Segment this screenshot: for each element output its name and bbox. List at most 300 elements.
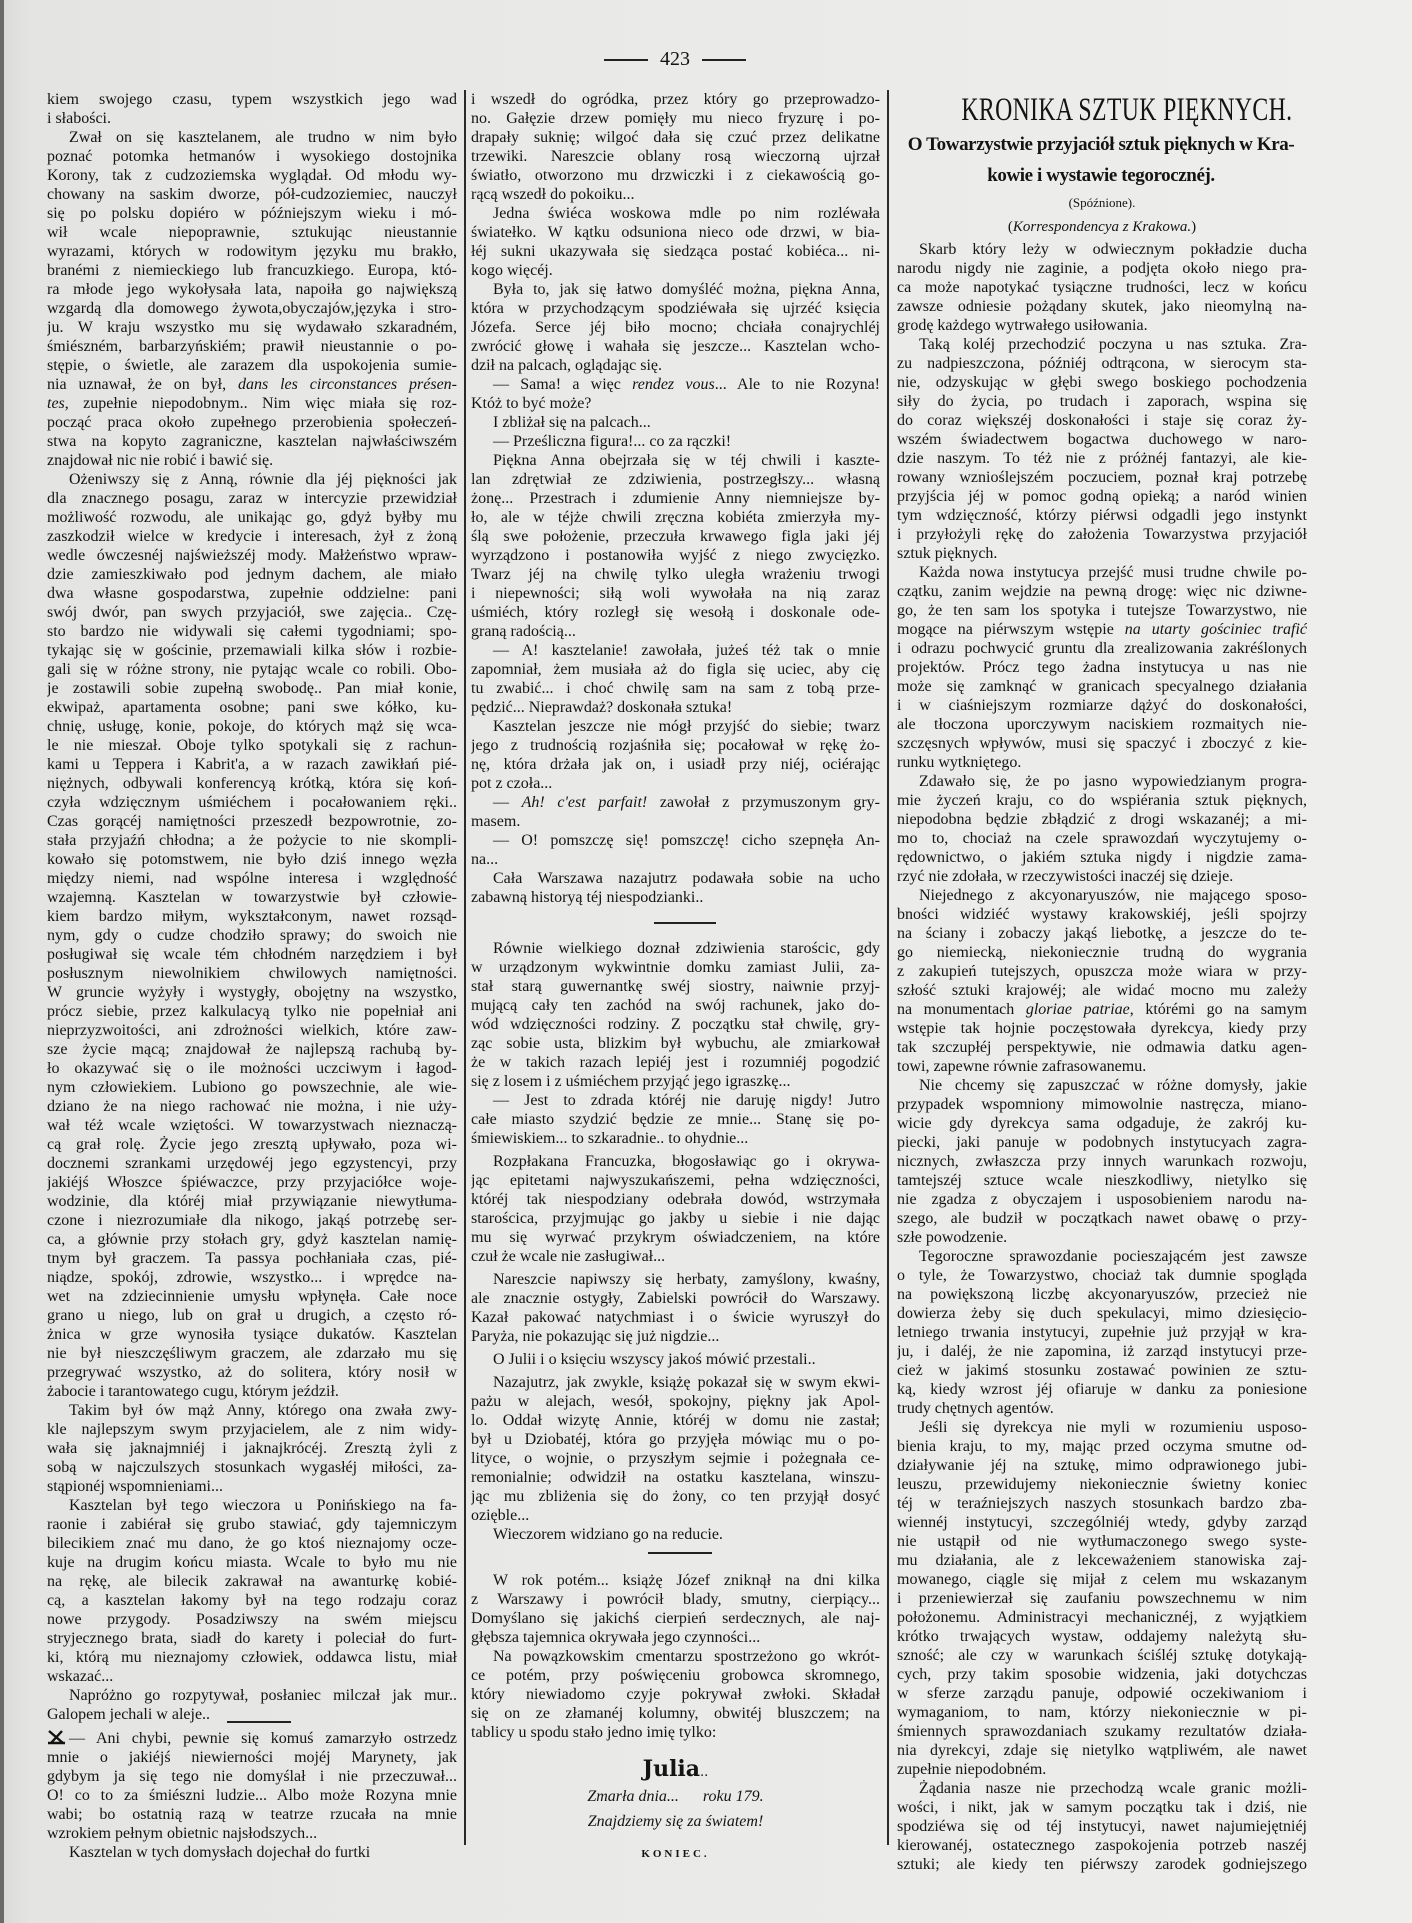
text-line: [47, 1553, 457, 1572]
paragraph: [47, 1686, 457, 1724]
text-span: ło okazywać się o ile możności uczciwym i łagod-: [47, 1060, 457, 1077]
article-note: (Spóźnione).: [1068, 195, 1136, 210]
text-span: śmiennych sprawozdaniach szukamy rezultatów działa-: [897, 1723, 1307, 1740]
text-span: na rękę, ale bilecik zakrawał na awanturkę kobié-: [47, 1573, 457, 1590]
text-span: wyrazami, których w rodowitym języku mu brakło,: [47, 243, 457, 260]
text-line: [471, 1209, 880, 1228]
paragraph: [47, 1401, 457, 1496]
text-line: [47, 736, 457, 755]
text-line: [897, 696, 1307, 715]
text-line: [897, 1836, 1307, 1855]
text-line: [897, 1437, 1307, 1456]
text-line: [471, 508, 880, 527]
text-line: [897, 1855, 1307, 1874]
paragraph: [471, 375, 880, 413]
text-line: [471, 1072, 880, 1091]
text-line: [47, 166, 457, 185]
text-span: cą grał rolę. Życie jego zresztą upływało, poza wi-: [47, 1136, 457, 1153]
text-span: trzewiki. Nareszcie oblany rosą wieczorną ujrzał: [471, 148, 880, 165]
text-line: [47, 1401, 457, 1420]
text-span: Kasztelan jeszcze nie mógł przyjść do siebie; twarz: [493, 718, 880, 735]
text-line: [471, 375, 880, 394]
story-section: [47, 90, 457, 1724]
text-line: [47, 717, 457, 736]
text-line: [47, 1382, 457, 1401]
text-line: [47, 1648, 457, 1667]
text-span: kiem bardzo miłym, wykształconym, nawet rozsąd-: [47, 908, 457, 925]
text-line: [47, 1610, 457, 1629]
text-span: nie ustąpił od nie wytłumaczonego swego syste-: [897, 1533, 1307, 1550]
text-line: [47, 1325, 457, 1344]
text-span: czyła wdzięcznym uśmiéchem i pocałowaniem ręki..: [47, 794, 457, 811]
text-span: ce potém, przy poświęceniu grobowca skromnego,: [471, 1667, 880, 1684]
column-divider: [887, 90, 889, 1845]
text-span: śmiészném, barbarzyńskiém; prawił nieustannie o po-: [47, 338, 457, 355]
text-line: [47, 1572, 457, 1591]
text-line: [897, 1228, 1307, 1247]
text-line: [471, 1411, 880, 1430]
text-span: nym, gdy o cudze chodziło sprawy; do swoich nie: [47, 927, 457, 944]
text-line: [897, 240, 1307, 259]
text-line: [897, 1019, 1307, 1038]
text-span: cych, przy takim sposobie widzenia, jaki dotychczas: [897, 1666, 1307, 1683]
story-section: [47, 1729, 457, 1862]
text-line: [897, 1494, 1307, 1513]
text-span: Cała Warszawa nazajutrz podawała sobie na ucho: [493, 870, 880, 887]
text-span: Była to, jak się łatwo domyśléć można, piękna Anna,: [493, 281, 880, 298]
text-span: ale tłoczona uporczywym naciskiem rozmaitych nie-: [897, 716, 1307, 733]
text-line: [471, 793, 880, 812]
text-line: [471, 337, 880, 356]
text-span: wzajemną. Kasztelan w towarzystwie był człowie-: [47, 889, 457, 906]
text-span: nia dyrekcyi, zdaje się nietylko wątpliwém, ale nawet: [897, 1742, 1307, 1759]
paragraph: [897, 563, 1307, 772]
paragraph: [471, 90, 880, 204]
text-span: zabawną historyą téj niespodzianki..: [471, 889, 704, 906]
column-1: [47, 0, 457, 1923]
text-span: Takim był ów mąż Anny, którego ona zwała zwy-: [69, 1402, 457, 1419]
paren: (: [1007, 219, 1013, 235]
text-span: Nie chcemy się zapuszczać w różne domysły, jakie: [919, 1077, 1307, 1094]
text-span: czątku, zanim wejdzie na pewną drogę: więc nic dziwne-: [897, 583, 1307, 600]
text-line: [471, 451, 880, 470]
text-line: [471, 1449, 880, 1468]
text-span: rowany wznioślejszém poczuciem, poznał kraj potrzebę: [897, 469, 1307, 486]
text-span: lityce, o wojnie, o przyszłym sejmie i pożegnała ce-: [471, 1450, 880, 1467]
text-span: kowało się potomstwem, nie było dziś innego węzła: [47, 851, 457, 868]
text-span: przegrywać wszystko, aż do solitera, który nosił w: [47, 1364, 457, 1381]
text-line: [897, 715, 1307, 734]
text-span: ząc sobie usta, blizkim był wybuchu, ale zmiarkował: [471, 1035, 880, 1052]
text-span: sobą w najczulszych stosunkach wygasłéj miłości, za-: [47, 1459, 457, 1476]
text-line: [471, 242, 880, 261]
text-line: [47, 527, 457, 546]
text-line: [897, 1247, 1307, 1266]
text-span: szność; ale czy w warunkach ściśléj sztukę dotykają-: [897, 1647, 1307, 1664]
text-span: przyjścia jéj w pomoc godną opieką; a naród winien: [897, 488, 1307, 505]
text-span: możliwość rozwodu, ale unikając go, gdyż byłby mu: [47, 509, 457, 526]
text-span: kuje na drugim końcu miasta. Wcale to było mu nie: [47, 1554, 457, 1571]
text-line: [47, 242, 457, 261]
text-span: siły do życia, po trudach i zaporach, wspina się: [897, 393, 1307, 410]
text-span: zupełnie niepodobném.: [897, 1761, 1047, 1778]
text-span: jakiéjś Włoszce śpiéwaczce, przy przyjaciółce woje-: [47, 1174, 457, 1191]
text-span: Zwał on się kasztelanem, ale trudno w nim było: [69, 129, 457, 146]
text-span: , zupełnie niepodobnym.. Nim więc miała się roz-: [64, 395, 457, 412]
text-line: [897, 848, 1307, 867]
text-line: [471, 261, 880, 280]
text-span: i przyłożyli rękę do założenia Towarzystwa przyjaciół: [897, 526, 1307, 543]
text-line: [471, 489, 880, 508]
paragraph: [47, 1843, 457, 1862]
text-line: [897, 1684, 1307, 1703]
text-line: [47, 755, 457, 774]
text-span: zaszkodził wielce w kredycie i interesach, żył z żoną: [47, 528, 457, 545]
paragraph: [471, 204, 880, 280]
italic-phrase: Ah! c'est parfait!: [521, 794, 648, 811]
text-line: [897, 791, 1307, 810]
epitaph-dots: ..: [700, 1765, 709, 1780]
text-line: [897, 1798, 1307, 1817]
text-line: [47, 774, 457, 793]
text-span: Równie wielkiego doznał zdziwienia starościc, gdy: [493, 940, 880, 957]
text-span: — Prześliczna figura!... co za rączki!: [493, 433, 732, 450]
text-span: mie życzeń kraju, co do wspiérania sztuk pięknych,: [897, 792, 1307, 809]
italic-phrase: gloriae patriae: [1025, 1001, 1130, 1018]
text-line: [471, 698, 880, 717]
text-line: [471, 1487, 880, 1506]
text-line: [47, 926, 457, 945]
text-span: znajdował nic nie robić i bawić się.: [47, 452, 274, 469]
text-line: [897, 1456, 1307, 1475]
text-line: [471, 679, 880, 698]
text-line: [47, 318, 457, 337]
text-line: [47, 793, 457, 812]
epitaph-date: Zmarła dnia... roku 179.: [587, 1788, 764, 1805]
text-span: tamtejszéj sztuce wcale nieszkodliwy, nietylko się: [897, 1172, 1307, 1189]
paragraph: [471, 939, 880, 1091]
text-line: [47, 1021, 457, 1040]
text-line: [897, 259, 1307, 278]
text-line: [471, 90, 880, 109]
text-line: [47, 1591, 457, 1610]
text-span: i w ciaśniejszym rozmiarze dążyć do doskonałości,: [897, 697, 1307, 714]
text-span: na monumentach: [897, 1001, 1026, 1018]
text-span: stryjecznego brata, siadł do karety i poleciał do furt-: [47, 1630, 457, 1647]
text-line: [897, 981, 1307, 1000]
end-label: KONIEC.: [641, 1848, 710, 1860]
text-line: [897, 810, 1307, 829]
text-line: [47, 204, 457, 223]
text-span: dził na palcach, oglądając się.: [471, 357, 663, 374]
text-span: starościca, przyjmując go jakby u siebie i nie dając: [471, 1210, 880, 1227]
text-span: raonie i zabiérał się grubo stawiać, gdy tajemniczym: [47, 1516, 457, 1533]
text-line: [471, 299, 880, 318]
text-line: [47, 1287, 457, 1306]
paren: ): [1191, 219, 1197, 235]
text-line: [897, 1285, 1307, 1304]
paragraph: [47, 1729, 457, 1843]
text-span: grano u niego, lub on grał u drugich, a często ró-: [47, 1307, 457, 1324]
text-span: remonialnie; odwidził na ostatku kasztelana, winszu-: [471, 1469, 880, 1486]
text-span: wzrokiem pełnym obietnic najsłodszych...: [47, 1825, 318, 1842]
text-line: [471, 1590, 880, 1609]
text-span: pędzić... Nieprawdaż? doskonała sztuka!: [471, 699, 733, 716]
text-line: [897, 316, 1307, 335]
text-span: graną radością...: [471, 623, 576, 640]
text-span: stwa na kopyto zagraniczne, kasztelan najwłaściwszém: [47, 433, 457, 450]
text-line: [47, 964, 457, 983]
text-span: poznać potomka hetmanów i wysokiego dostojnika: [47, 148, 457, 165]
text-span: lo. Oddał wizytę Annie, któréj w domu nie zastał;: [471, 1412, 880, 1429]
text-line: [897, 905, 1307, 924]
text-span: docznemi szrankami urzędowéj jego egzystencyi, przy: [47, 1155, 457, 1172]
text-line: [897, 1057, 1307, 1076]
text-span: Na powązkowskim cmentarzu spostrzeżono go wkrót-: [493, 1648, 880, 1665]
text-span: i przeniewierzał się zaufaniu powszechnemu w nim: [897, 1590, 1307, 1607]
text-line: [47, 109, 457, 128]
text-span: mogące na piérwszym wstępie: [897, 621, 1125, 638]
text-line: [47, 90, 457, 109]
paragraph: [897, 1076, 1307, 1247]
text-line: [47, 660, 457, 679]
text-line: [47, 1040, 457, 1059]
text-line: [471, 356, 880, 375]
text-line: [47, 1686, 457, 1705]
paragraph: [47, 1496, 457, 1686]
text-line: [897, 1741, 1307, 1760]
text-span: — Ani chybi, pewnie się komuś zamarzyło ostrzedz: [69, 1730, 457, 1747]
text-span: który niewiadomo czyje pokrywał zwłoki. Składał: [471, 1686, 880, 1703]
text-line: [47, 1496, 457, 1515]
text-span: dziano że na niego rachować nie można, i nie uży-: [47, 1098, 457, 1115]
text-line: [47, 945, 457, 964]
text-line: [897, 392, 1307, 411]
text-line: [47, 603, 457, 622]
paragraph: [471, 1152, 880, 1266]
text-span: rzyć nie zdołała, w rzeczywistości inaczéj się dzieje.: [897, 868, 1234, 885]
text-span: jąc mu zbliżenia się do żony, co ten przyjął dosyć: [471, 1488, 880, 1505]
text-line: [897, 1779, 1307, 1798]
text-span: nym człowiekiem. Lubiono go powszechnie, ale wie-: [47, 1079, 457, 1096]
text-span: sztuk pięknych.: [897, 545, 998, 562]
text-line: [471, 109, 880, 128]
text-line: [471, 717, 880, 736]
text-span: z Warszawy i powrócił blady, smutny, cierpiący...: [471, 1591, 880, 1608]
text-span: cież w jakimś stosunku zostawać powinien ze sztu-: [897, 1362, 1307, 1379]
text-line: [897, 1114, 1307, 1133]
paragraph: [471, 1091, 880, 1148]
text-line: [471, 318, 880, 337]
text-span: niężnych, odbywali konferencyą krótką, która się koń-: [47, 775, 457, 792]
text-line: [897, 1551, 1307, 1570]
text-line: [47, 147, 457, 166]
text-span: Ożeniwszy się z Anną, równie dla jéj piękności jak: [69, 471, 457, 488]
italic-phrase: dans les circonstances présen-: [237, 376, 457, 393]
paragraph: [471, 1571, 880, 1647]
text-line: [47, 299, 457, 318]
handwritten-mark-icon: [47, 1729, 67, 1745]
text-span: le nie mieszał. Oboje tylko spotykali się z rachun-: [47, 737, 457, 754]
text-span: ale znacznie ostygły, Zabielski powrócił do Warszawy.: [471, 1290, 880, 1307]
text-line: [47, 1116, 457, 1135]
text-span: stała przyjaźń chłodna; a że pożycie to nie skompli-: [47, 832, 457, 849]
text-span: stąpionéj wspomnieniami...: [47, 1478, 223, 1495]
text-line: [471, 812, 880, 831]
paragraph: [471, 1270, 880, 1346]
text-line: [471, 996, 880, 1015]
text-line: [47, 1534, 457, 1553]
text-line: [471, 869, 880, 888]
story-section: [471, 90, 880, 907]
text-span: mnie o jakiéjś niewierności mojéj Marynety, jak: [47, 1749, 457, 1766]
text-span: stał starą guwernantkę swéj siostry, naiwnie przyj-: [471, 978, 880, 995]
text-span: Wieczorem widziano go na reducie.: [493, 1526, 723, 1543]
paragraph: [471, 280, 880, 375]
text-span: rędownictwo, o jakiém sztuka nigdy i nigdzie zama-: [897, 849, 1307, 866]
text-span: Skarb który leży w odwiecznym pokładzie ducha: [919, 241, 1307, 258]
text-line: [471, 1152, 880, 1171]
text-line: [471, 1129, 880, 1148]
paragraph: [471, 831, 880, 869]
text-line: [897, 525, 1307, 544]
section-separator: [654, 922, 716, 924]
text-line: [897, 1608, 1307, 1627]
text-span: kiem swojego czasu, typem wszystkich jego wad: [47, 91, 457, 108]
story-section: [471, 939, 880, 1544]
text-line: [897, 468, 1307, 487]
paragraph: [897, 886, 1307, 1076]
text-span: zu nadpieszczona, późniéj odtrącona, w sierocym sta-: [897, 355, 1307, 372]
text-line: [897, 278, 1307, 297]
text-line: [471, 527, 880, 546]
text-line: [47, 451, 457, 470]
text-line: [47, 641, 457, 660]
text-span: zawsze odniesie pożądany skutek, jako nieomylną na-: [897, 298, 1307, 315]
text-line: [471, 147, 880, 166]
text-span: sze życie mącą; znajdował że najlepszą rachubą by-: [47, 1041, 457, 1058]
text-span: się po polsku dopiéro w późniejszym wieku i mó-: [47, 205, 457, 222]
text-span: gali się w różne strony, nie pytając wcale co robili. Obo-: [47, 661, 457, 678]
text-line: [897, 1513, 1307, 1532]
text-line: [471, 1350, 880, 1369]
text-span: tykając się w gościnie, przemawiali kilka słów i rozbie-: [47, 642, 457, 659]
text-line: [471, 1228, 880, 1247]
text-span: jąc epitetami najwyszukańszemi, pełna wdzięczności,: [471, 1172, 880, 1189]
text-line: [47, 1249, 457, 1268]
text-line: [897, 943, 1307, 962]
text-span: Rozpłakana Francuzka, błogosławiąc go i okrywa-: [493, 1153, 880, 1170]
text-line: [47, 261, 457, 280]
column-2: [471, 0, 880, 1923]
text-line: [47, 1002, 457, 1021]
text-line: [47, 584, 457, 603]
text-span: nowe przygody. Posadziwszy na swém miejscu: [47, 1611, 457, 1628]
text-span: ca, a głównie przy stołach gry, gdyż kasztelan namię-: [47, 1231, 457, 1248]
text-line: [471, 280, 880, 299]
text-span: O Julii i o księciu wszyscy jakoś mówić przestali..: [493, 1351, 816, 1368]
text-span: leuszu, przewidujemy niekoniecznie świetny koniec: [897, 1476, 1307, 1493]
text-span: pot z czoła...: [471, 775, 553, 792]
text-span: grodę każdego wytrwałego usiłowania.: [897, 317, 1148, 334]
text-span: ki, którą mu nieznajomy człowiek, oddawca listu, miał: [47, 1649, 457, 1666]
text-span: śmiewiskiem... to szkaradnie.. to ohydnie...: [471, 1130, 749, 1147]
text-line: [897, 1627, 1307, 1646]
text-line: [471, 958, 880, 977]
text-line: [897, 506, 1307, 525]
text-span: mu się wyrwać przykrym oświadczeniem, na które: [471, 1229, 880, 1246]
text-span: towi, zapewne równie zafrasowanemu.: [897, 1058, 1147, 1075]
text-span: Paryża, nie pokazując się już nigdzie...: [471, 1328, 720, 1345]
text-line: [897, 1190, 1307, 1209]
text-span: dla znacznego posagu, zaraz w intercyzie przewidział: [47, 490, 457, 507]
paragraph: [471, 717, 880, 793]
text-line: [897, 563, 1307, 582]
text-line: [897, 335, 1307, 354]
text-span: zwrócić głowę i wahała się jeszcze... Kasztelan wcho-: [471, 338, 880, 355]
text-line: [471, 1666, 880, 1685]
text-span: Nazajutrz, jak zwykle, książę pokazał się w swym ekwi-: [493, 1374, 880, 1391]
text-span: żnica w grze wynosiła tysiące dukatów. Kasztelan: [47, 1326, 457, 1343]
text-line: [471, 755, 880, 774]
text-span: nie, odzyskując w głębi swego boskiego pochodzenia: [897, 374, 1307, 391]
text-span: runku wytkniętego.: [897, 754, 1022, 771]
text-span: posłusznym niewolnikiem chwilowych namiętności.: [47, 965, 457, 982]
text-line: [897, 1722, 1307, 1741]
text-line: [897, 1133, 1307, 1152]
text-line: [471, 774, 880, 793]
text-line: [471, 1373, 880, 1392]
text-span: Każda nowa instytucya przejść musi trudne chwile po-: [919, 564, 1307, 581]
text-line: [897, 1760, 1307, 1779]
text-span: posługiwał się wcale tém chłodném narzędziem i był: [47, 946, 457, 963]
text-line: [47, 1477, 457, 1496]
text-span: nieprzyzwoitości, ani zdrożności wielkich, które zaw-: [47, 1022, 457, 1039]
text-span: Nareszcie napiwszy się herbaty, zamyślony, kwaśny,: [493, 1271, 880, 1288]
text-span: czone i niezrozumiałe dla nikogo, jakąś potrzebę ser-: [47, 1212, 457, 1229]
text-span: — Sama! a więc: [493, 376, 633, 393]
text-span: ekwipaż, apartamenta osobne; pani swe kółko, ku-: [47, 699, 457, 716]
text-line: [471, 1609, 880, 1628]
text-span: że w takich razach lepiéj jest i rozumniéj pogodzić: [471, 1054, 880, 1071]
text-span: całe miasto szydzić będzie ze mnie... Stanę się po-: [471, 1111, 880, 1128]
text-line: [47, 470, 457, 489]
text-line: [471, 939, 880, 958]
text-line: [47, 223, 457, 242]
text-span: prócz siebie, przez kalkulacyą tylko nie popełniał ani: [47, 1003, 457, 1020]
text-line: [471, 1015, 880, 1034]
text-line: [47, 546, 457, 565]
text-line: [897, 962, 1307, 981]
text-line: [47, 1843, 457, 1862]
text-span: wabi; bo ostatnią razą w teatrze rzucała na mnie: [47, 1806, 457, 1823]
text-line: [897, 886, 1307, 905]
text-span: ... Ale to nie Rozyna!: [714, 376, 880, 393]
text-line: [471, 565, 880, 584]
text-line: [471, 1723, 880, 1742]
text-span: wszém świadectwem bogactwa duchowego w naro-: [897, 431, 1307, 448]
text-span: szłość sztuki krajowéj; ale widać mocno mu zależy: [897, 982, 1307, 999]
text-span: O! co to za śmiészni ludzie... Albo może Rozyna mnie: [47, 1787, 457, 1804]
text-span: o tyle, że Towarzystwo, chociaż tak dumnie spogląda: [897, 1267, 1307, 1284]
paragraph: [471, 793, 880, 831]
text-span: piecki, jaki panuje w podobnych instytucyach zagra-: [897, 1134, 1307, 1151]
text-span: pażu w alejach, wesół, spokojny, piękny jak Apol-: [471, 1393, 880, 1410]
text-line: [47, 1767, 457, 1786]
text-line: [897, 601, 1307, 620]
text-line: [897, 639, 1307, 658]
text-span: przypadek wspomniony mimowolnie nastręcza, miano-: [897, 1096, 1307, 1113]
